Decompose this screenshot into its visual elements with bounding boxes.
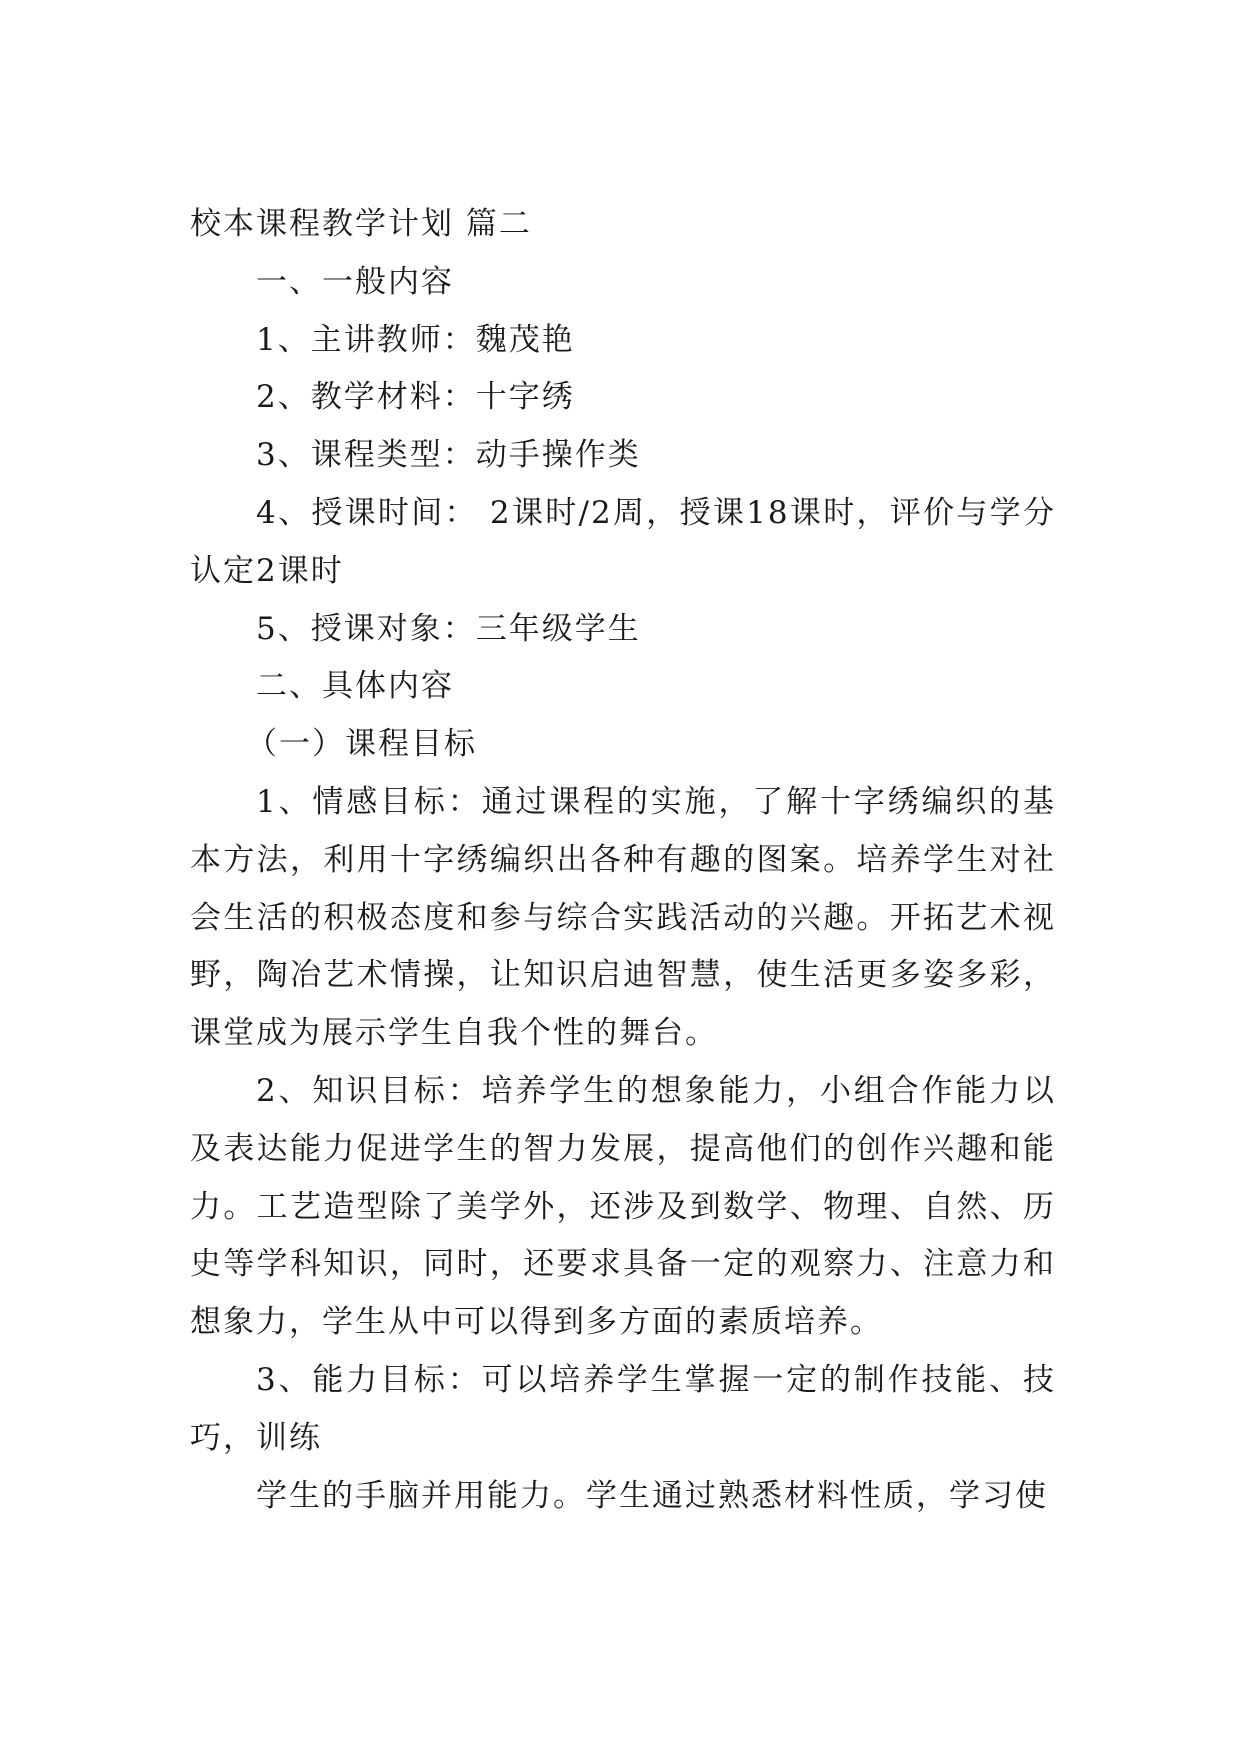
paragraph-knowledge-goal: 2、知识目标：培养学生的想象能力，小组合作能力以及表达能力促进学生的智力发展，提高他们的创作兴趣和能力。工艺造型除了美学外，还涉及到数学、物理、自然、历史等学科知识，同时，还要求具备一定的观察力、注意力和想象力，学生从中可以得到多方面的素质培养。 <box>190 1072 1056 1341</box>
list-item-course-type: 3、课程类型：动手操作类 <box>256 437 641 474</box>
paragraph-ability-goal-continued: 学生的手脑并用能力。学生通过熟悉材料性质，学习使 <box>256 1477 1048 1514</box>
section-heading-general: 一、一般内容 <box>256 263 454 300</box>
list-item-material: 2、教学材料：十字绣 <box>256 379 575 416</box>
list-item-audience: 5、授课对象：三年级学生 <box>256 610 641 647</box>
document-body <box>190 196 1056 1525</box>
subsection-heading-goals: （一）课程目标 <box>246 726 477 763</box>
section-heading-specific: 二、具体内容 <box>256 668 454 705</box>
paragraph-emotional-goal: 1、情感目标：通过课程的实施，了解十字绣编织的基本方法，利用十字绣编织出各种有趣的图案。培养学生对社会生活的积极态度和参与综合实践活动的兴趣。开拓艺术视野，陶冶艺术情操，让知识启迪智慧，使生活更多姿多彩，课堂成为展示学生自我个性的舞台。 <box>190 783 1056 1052</box>
paragraph-ability-goal: 3、能力目标：可以培养学生掌握一定的制作技能、技巧，训练 <box>190 1361 1056 1456</box>
document-title: 校本课程教学计划 篇二 <box>190 206 532 242</box>
list-item-teacher: 1、主讲教师：魏茂艳 <box>256 321 575 358</box>
list-item-schedule: 4、授课时间： 2课时/2周，授课18课时，评价与学分认定2课时 <box>190 494 1056 589</box>
